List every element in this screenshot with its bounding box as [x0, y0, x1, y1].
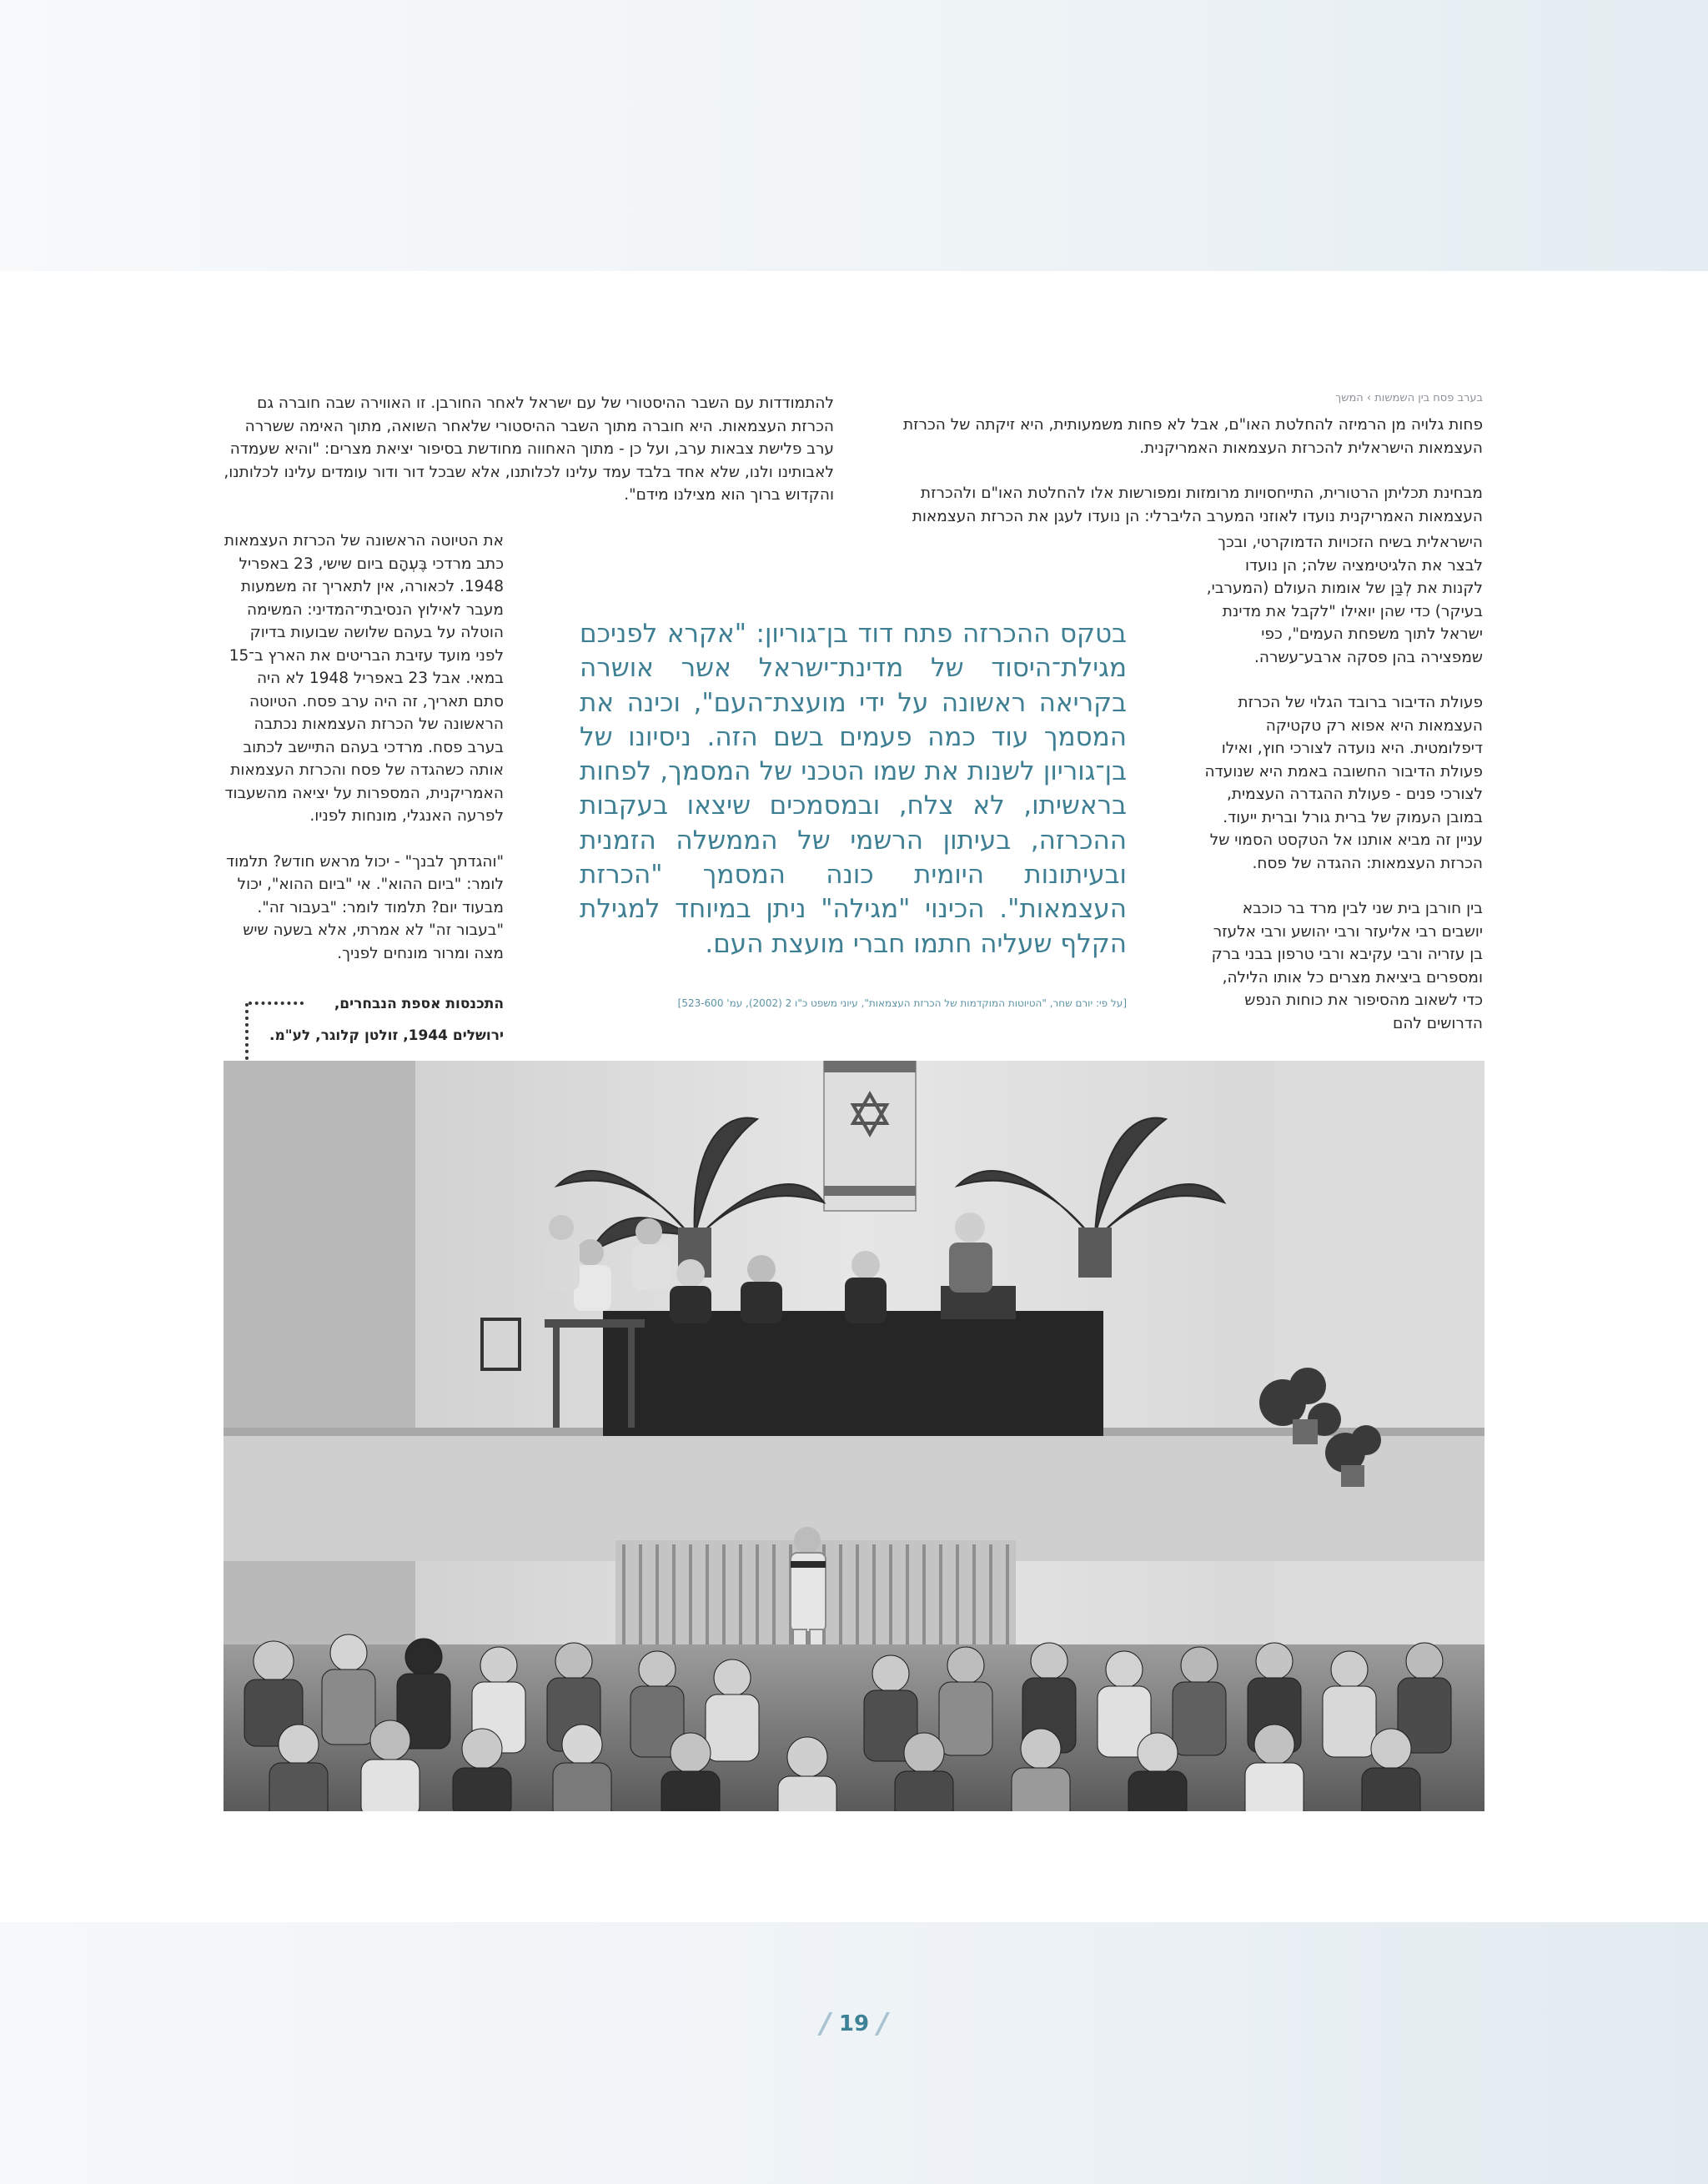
right-column-narrow	[1204, 531, 1483, 1035]
paragraph: פעולת הדיבור ברובד הגלוי של הכרזת העצמאות היא אפוא רק טקטיקה דיפלומטית. היא נועדה לצורכי חוץ, ואילו פעולת הדיבור החשובה באמת היא שנועדה לצורכי פנים - פעולת ההגדרה העצמית, במובן העמוק של ברית גורל וברית ייעוד. עניין זה מביא אותנו אל הטקסט הסמוי של הכרזת העצמאות: ההגדה של פסח.	[1204, 694, 1483, 872]
caption-line: ירושלים 1944, זולטן קלוגר, לע"מ.	[269, 1027, 504, 1044]
left-column-narrow	[224, 530, 504, 965]
caption-leader-line	[249, 1002, 304, 1005]
photo-illustration	[224, 1061, 1484, 1811]
page-number: 19	[838, 2011, 870, 2036]
top-gradient-band	[0, 0, 1708, 271]
slash-ornament-icon: /	[820, 2007, 831, 2041]
paragraph: את הטיוטה הראשונה של הכרזת העצמאות כתב מרדכי בֶּעְהָם ביום שישי, 23 באפריל 1948. לכאורה, אין לתאריך זה משמעות מעבר לאילוץ הנסיבתי־המדיני: המשימה הוטלה על בעהם שלושה שבועות בדיוק לפני מועד עזיבת הבריטים את הארץ ב־15 במאי. אבל 23 באפריל 1948 לא היה סתם תאריך, זה היה ערב פסח. הטיוטה הראשונה של הכרזת העצמאות נכתבה בערב פסח. מרדכי בעהם התיישב לכתוב אותה כשהגדה של פסח והכרזת העצמאות האמריקנית, המספרות על יציאה מהשעבוד לפרעה האנגלי, מונחות לפניו.	[224, 532, 504, 825]
paragraph: "והגדתך לבנך" - יכול מראש חודש? תלמוד לומר: "ביום ההוא". אי "ביום ההוא", יכול מבעוד יום? תלמוד לומר: "בעבור זה". "בעבור זה" לא אמרתי, אלא בשעה שיש מצה ומרור מונחים לפניך.	[226, 852, 504, 962]
right-column-top	[872, 414, 1483, 528]
page-number-block	[812, 2006, 896, 2042]
paragraph: הישראלית בשיח הזכויות הדמוקרטי, ובכך לבצר את הלגיטימציה שלה; הן נועדו לקנות את לְבַּן של אומות העולם (המערבי, בעיקר) כדי שהן יואילו "לקבל את מדינת ישראל לתוך משפחת העמים", כפי שמפצירה בהן פסקה ארבע־עשרה.	[1206, 534, 1483, 666]
slash-ornament-icon: /	[877, 2007, 888, 2041]
photo-caption	[224, 988, 504, 1052]
bottom-gradient-band	[0, 1922, 1708, 2184]
caption-line: התכנסות אספת הנבחרים,	[334, 996, 504, 1012]
quote-source: [על פי: יורם שחר, "הטיוטות המוקדמות של הכרזת העצמאות", עיוני משפט כ"ו 2 (2002), עמ' 523-600]	[677, 997, 1127, 1009]
breadcrumb: בערב פסח בין השמשות › המשך	[1335, 392, 1483, 404]
left-column-top	[224, 392, 834, 507]
paragraph: להתמודדות עם השבר ההיסטורי של עם ישראל לאחר החורבן. זו האווירה שבה חוברה גם הכרזת העצמאות. היא חוברה מתוך השבר ההיסטורי שלאחר השואה, מתוך האימה ששררה ערב פלישת צבאות ערב, ועל כן - מתוך האחווה מחודשת בסיפור יציאת מצרים: "והיא שעמדה לאבותינו ולנו, שלא אחד בלבד עמד עלינו לכלותנו, אלא שבכל דור ודור עומדים עלינו לכלותנו, והקדוש ברוך הוא מצילנו מידם".	[224, 394, 834, 504]
paragraph: מבחינת תכליתן הרטורית, התייחסויות מרומזות ומפורשות אלו להחלטת האו"ם ולהכרזת העצמאות האמריקנית נועדו לאוזני המערב הליברלי: הן נועדו לעגן את הכרזת העצמאות	[912, 484, 1483, 525]
paragraph: פחות גלויה מן הרמיזה להחלטת האו"ם, אבל לא פחות משמעותית, היא זיקתה של הכרזת העצמאות הישראלית להכרזת העצמאות האמריקנית.	[902, 416, 1483, 457]
paragraph: בין חורבן בית שני לבין מרד בר כוכבא יושבים רבי אליעזר ורבי יהושע ורבי אלעזר בן עזריה ורבי עקיבא ורבי טרפון בבני ברק ומספרים ביציאת מצרים כל אותו הלילה, כדי לשאוב מהסיפור את כוחות הנפש הדרושים להם	[1211, 900, 1483, 1032]
pull-quote: בטקס ההכרזה פתח דוד בן־גוריון: "אקרא לפניכם מגילת־היסוד של מדינת־ישראל אשר אושרה בקריאה ראשונה על ידי מועצת־העם", וכינה את המסמך עוד כמה פעמים בשם הזה. ניסיונו של בן־גוריון לשנות את שמו הטכני של המסמך, לפחות בראשיתו, לא צלח, ובמסמכים שיצאו בעקבות ההכרזה, בעיתון הרשמי של הממשלה הזמנית ובעיתונות היומית כונה המסמך "הכרזת העצמאות". הכינוי "מגילה" ניתן במיוחד למגילת הקלף שעליה חתמו חברי מועצת העם.	[580, 619, 1127, 959]
assembly-photo	[224, 1061, 1484, 1811]
